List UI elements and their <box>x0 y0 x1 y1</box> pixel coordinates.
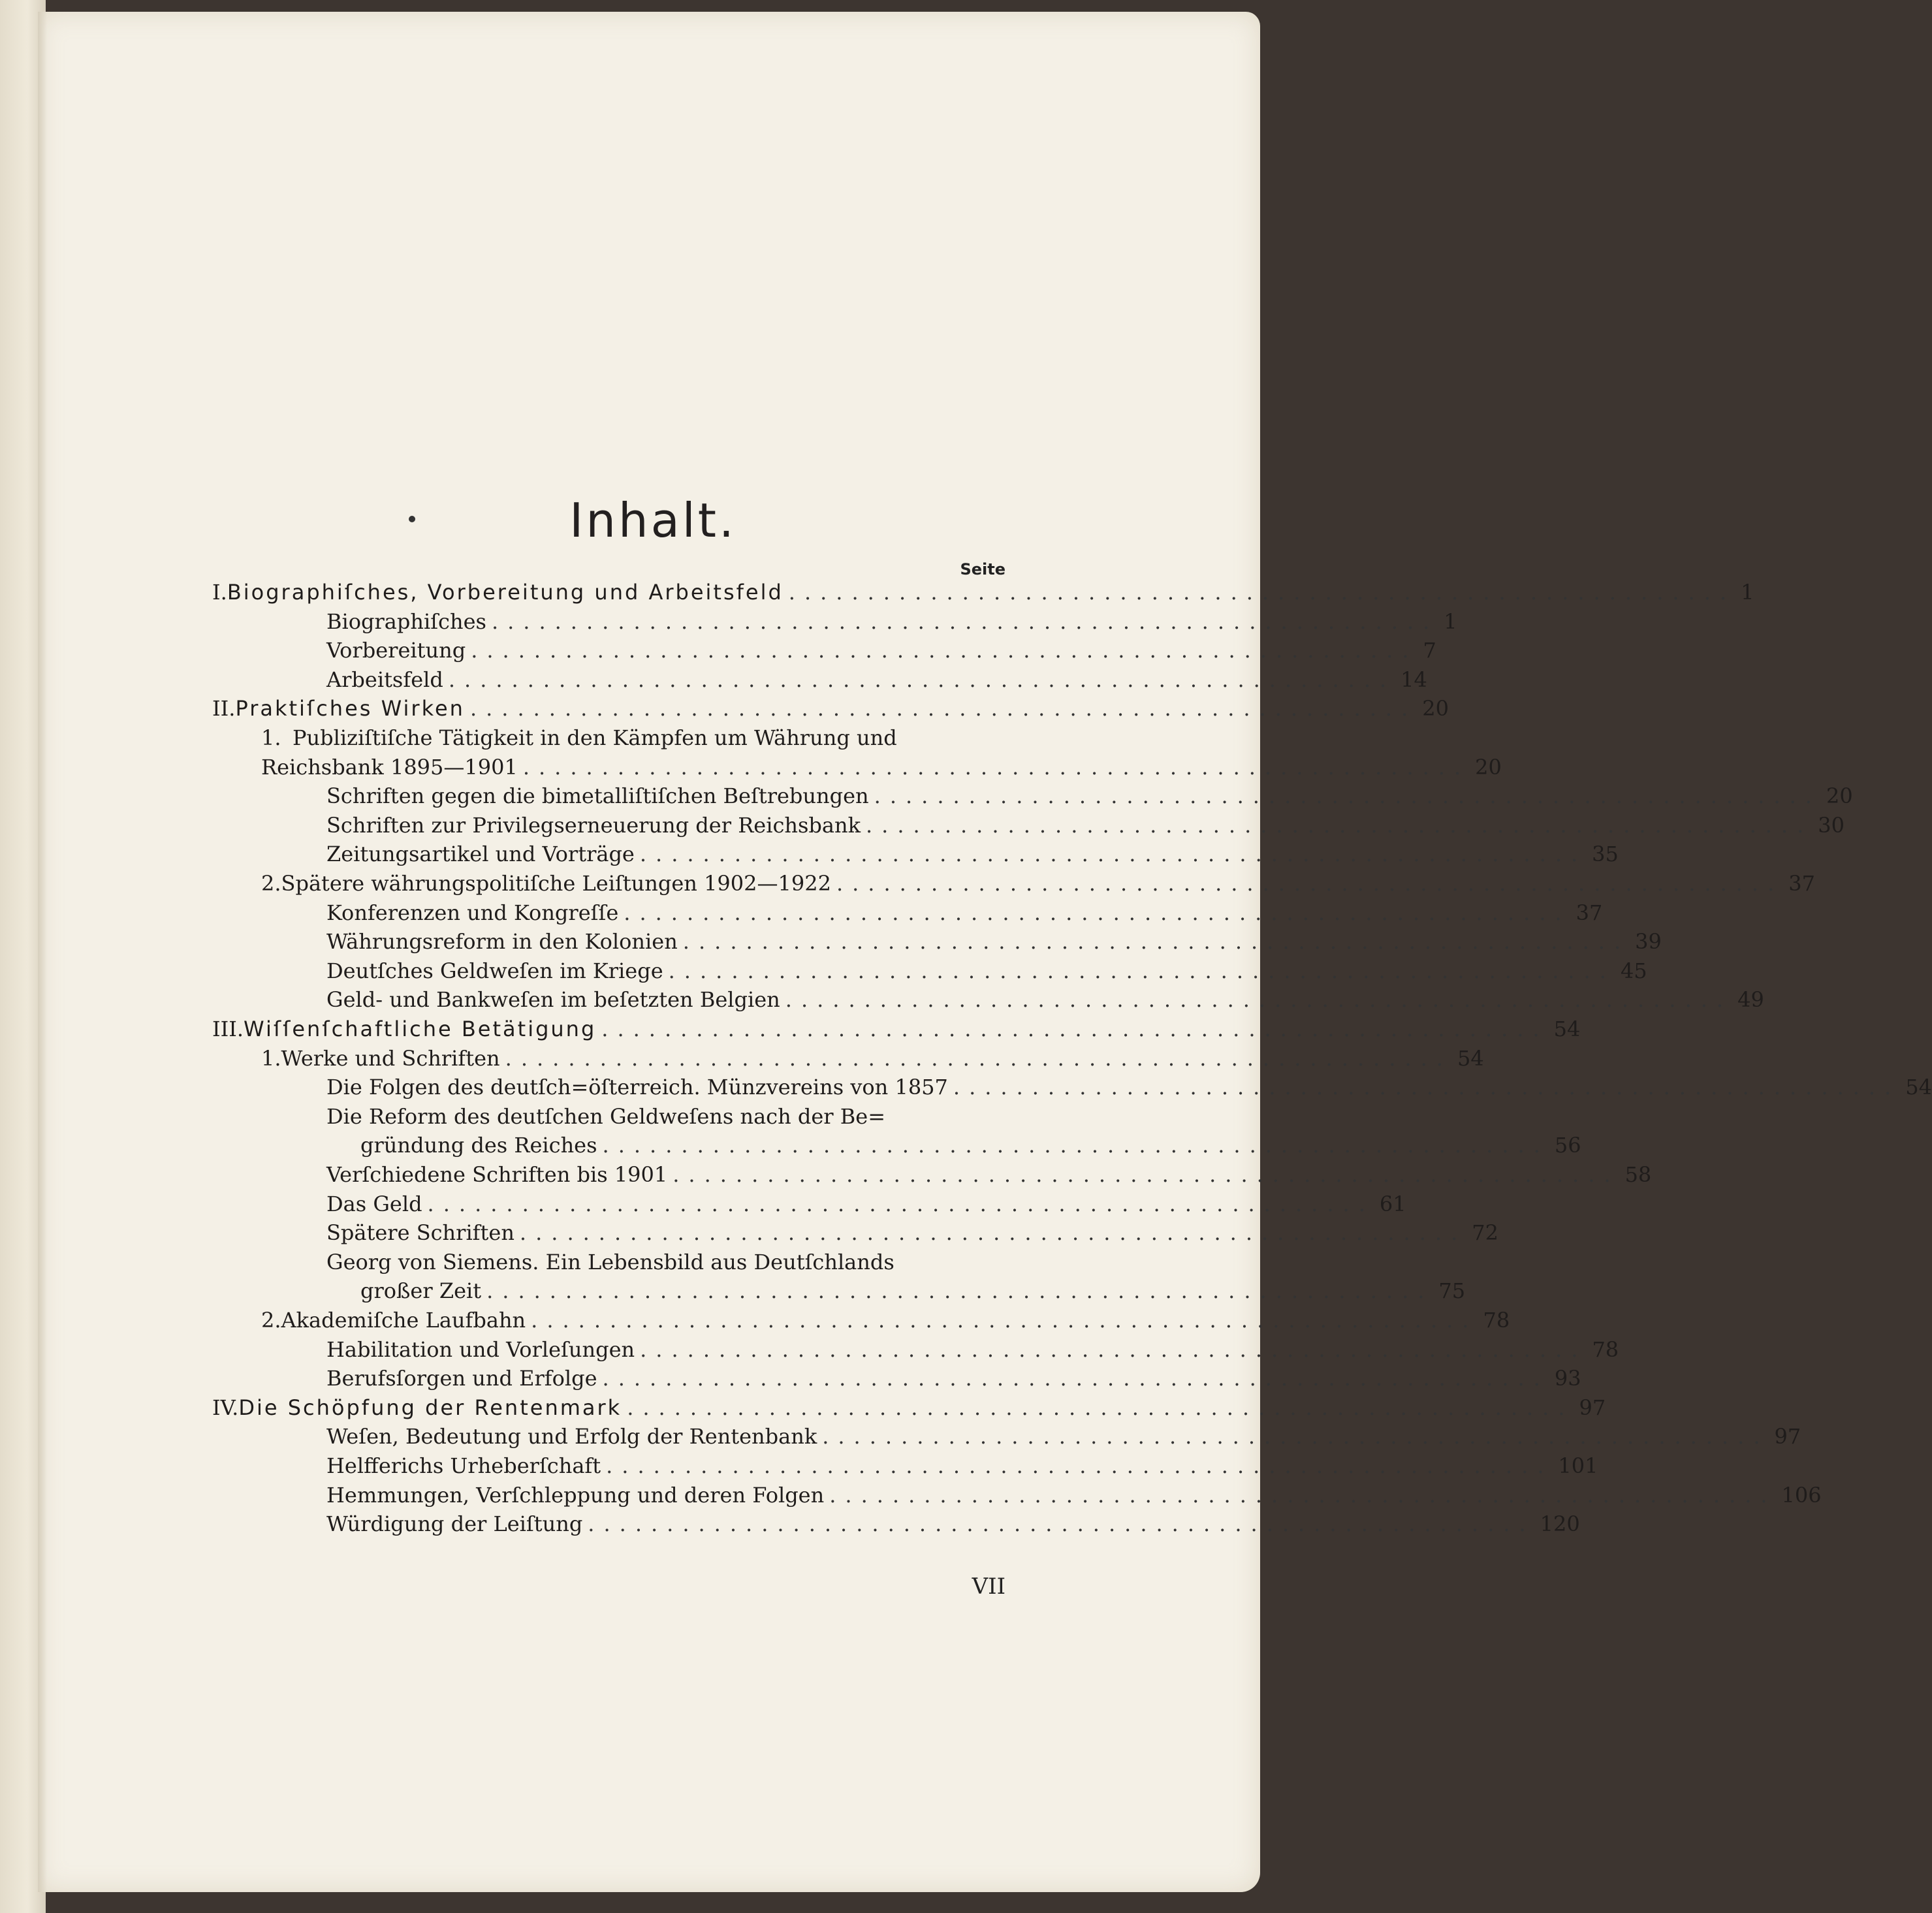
dot-leader: ............................................................ <box>606 1453 1553 1478</box>
toc-entry-title: Die Schöpfung der Rentenmark <box>238 1395 622 1420</box>
toc-entry-page: 14 <box>1401 667 1427 692</box>
toc-entry-title: Hemmungen, Verſchleppung und deren Folgen <box>326 1482 825 1508</box>
toc-entry-page: 93 <box>1554 1366 1581 1391</box>
toc-entry-title: Die Folgen des deutſch=öſterreich. Münzvereins von 1857 <box>326 1075 948 1100</box>
dot-leader: ............................................................ <box>505 1045 1452 1071</box>
toc-entry <box>261 754 1502 781</box>
dot-leader: ............................................................ <box>522 754 1470 780</box>
toc-entry-number: IV. <box>212 1395 239 1420</box>
toc-entry-number: III. <box>212 1017 244 1041</box>
toc-entry <box>326 1104 1006 1130</box>
toc-entry-title: Berufsſorgen und Erfolge <box>326 1366 597 1391</box>
toc-entry <box>360 1133 1581 1159</box>
dot-leader: ............................................................ <box>822 1424 1769 1449</box>
dot-leader: ............................................................ <box>639 842 1587 867</box>
dot-leader: ............................................................ <box>836 871 1784 896</box>
dot-leader: ............................................................ <box>785 987 1733 1013</box>
dot-leader: ............................................................ <box>519 1220 1467 1246</box>
toc-entry-title: Deutſches Geldweſen im Kriege <box>326 958 663 983</box>
toc-entry-page: 78 <box>1483 1308 1510 1333</box>
toc-entry-title: Schriften zur Privilegserneuerung der Reichsbank <box>326 812 861 838</box>
toc-entry-page: 20 <box>1475 754 1502 780</box>
toc-entry <box>326 1220 1498 1246</box>
toc-entry-page: 72 <box>1472 1220 1498 1246</box>
dot-leader: ............................................................ <box>448 667 1396 692</box>
toc-entry-page: 35 <box>1592 842 1619 867</box>
toc-entry-title: Wiſſenſchaftliche Betätigung <box>244 1017 597 1041</box>
toc-entry-title: Reichsbank 1895—1901 <box>261 754 518 780</box>
toc-entry <box>326 1075 1932 1101</box>
toc-entry <box>326 1162 1652 1188</box>
toc-entry-title: Spätere Schriften <box>326 1220 515 1246</box>
dot-leader: ............................................................ <box>471 638 1418 663</box>
toc-entry <box>212 696 1449 722</box>
dot-leader: ............................................................ <box>829 1482 1777 1508</box>
toc-entry-number: 2. <box>261 871 281 896</box>
gutter-shadow <box>38 12 47 1892</box>
toc-entry-title: Geld- und Bankweſen im beſetzten Belgien <box>326 987 780 1013</box>
toc-entry <box>326 987 1764 1013</box>
dot-leader: ............................................................ <box>588 1511 1535 1537</box>
toc-entry-page: 20 <box>1826 783 1853 809</box>
toc-entry <box>326 958 1647 985</box>
toc-entry-title: Publiziſtiſche Tätigkeit in den Kämpfen um Währung und <box>293 725 897 750</box>
dot-leader: ............................................................ <box>953 1075 1901 1100</box>
toc-entry-page: 101 <box>1558 1453 1598 1478</box>
toc-entry-page: 1 <box>1741 580 1754 605</box>
toc-entry <box>326 929 1662 955</box>
toc-entry-title: Praktiſches Wirken <box>235 696 465 721</box>
toc-entry-title: gründung des Reiches <box>360 1133 597 1158</box>
toc-entry <box>326 609 1457 635</box>
page-column-header: Seite <box>960 560 1006 578</box>
toc-entry-title: Währungsreform in den Kolonien <box>326 929 678 955</box>
dot-leader: ............................................................ <box>531 1308 1478 1333</box>
toc-entry-title: Weſen, Bedeutung und Erfolg der Rentenbank <box>326 1424 817 1449</box>
toc-entry <box>326 1453 1598 1479</box>
toc-entry <box>326 1336 1619 1363</box>
toc-entry-page: 54 <box>1553 1017 1581 1041</box>
dot-leader: ............................................................ <box>486 1278 1434 1304</box>
toc-entry <box>326 667 1427 693</box>
toc-entry-page: 56 <box>1554 1133 1581 1158</box>
toc-entry-page: 39 <box>1635 929 1662 955</box>
toc-entry-title: Vorbereitung <box>326 638 466 663</box>
toc-entry-page: 20 <box>1422 696 1449 721</box>
toc-entry-title: Spätere währungspolitiſche Leiſtungen 1902—1922 <box>281 871 831 896</box>
toc-entry <box>326 1424 1801 1450</box>
toc-entry <box>212 1395 1606 1421</box>
toc-entry-title: Das Geld <box>326 1191 422 1216</box>
toc-entry-number: II. <box>212 696 236 721</box>
toc-entry-title: Werke und Schriften <box>281 1045 500 1071</box>
toc-entry-page: 106 <box>1781 1482 1822 1508</box>
dot-leader: ............................................................ <box>427 1191 1374 1216</box>
toc-entry <box>326 1366 1581 1392</box>
toc-entry-number: 1. <box>261 1045 281 1071</box>
toc-entry <box>261 871 1815 897</box>
toc-entry-title: Helfferichs Urheberſchaft <box>326 1453 601 1478</box>
toc-entry-number: 2. <box>261 1308 281 1333</box>
dot-leader: ............................................................ <box>601 1017 1549 1041</box>
toc-entry-title: Verſchiedene Schriften bis 1901 <box>326 1162 668 1187</box>
toc-entry-title: Georg von Siemens. Ein Lebensbild aus Deutſchlands <box>326 1249 895 1274</box>
toc-entry-page: 120 <box>1540 1511 1580 1537</box>
toc-entry-title: Biographiſches <box>326 609 486 634</box>
page-title: Inhalt. <box>569 493 736 548</box>
toc-entry <box>326 900 1603 926</box>
toc-entry <box>326 812 1845 839</box>
toc-entry-title: Schriften gegen die bimetalliſtiſchen Beſtrebungen <box>326 783 869 809</box>
toc-entry-title: Die Reform des deutſchen Geldweſens nach der Be= <box>326 1103 886 1129</box>
toc-entry-page: 1 <box>1444 609 1457 634</box>
toc-entry-page: 45 <box>1620 958 1647 983</box>
dot-leader: ............................................................ <box>491 609 1439 634</box>
toc-entry <box>326 783 1853 810</box>
toc-entry <box>326 1191 1406 1218</box>
toc-entry-page: 97 <box>1774 1424 1801 1449</box>
toc-entry-title: Würdigung der Leiſtung <box>326 1511 583 1537</box>
dot-leader: ............................................................ <box>865 812 1813 838</box>
toc-entry-page: 97 <box>1579 1395 1606 1420</box>
toc-entry-page: 7 <box>1423 638 1436 663</box>
dot-leader: ............................................................ <box>602 1366 1549 1391</box>
toc-entry <box>212 580 1754 606</box>
dot-leader: ............................................................ <box>640 1336 1587 1362</box>
dot-leader: ............................................................ <box>682 929 1630 955</box>
toc-entry-page: 30 <box>1818 812 1845 838</box>
toc-entry-page: 37 <box>1788 871 1815 896</box>
toc-entry-page: 54 <box>1457 1045 1484 1071</box>
dot-leader: ............................................................ <box>627 1395 1574 1420</box>
toc-entry <box>326 842 1619 868</box>
toc-entry <box>261 1045 1484 1072</box>
toc-entry-page: 61 <box>1379 1191 1406 1216</box>
dot-leader: ............................................................ <box>788 580 1736 605</box>
toc-entry <box>261 1308 1510 1334</box>
toc-entry <box>326 1482 1822 1509</box>
toc-entry-page: 58 <box>1624 1162 1652 1187</box>
toc-entry-page: 78 <box>1592 1336 1619 1362</box>
toc-entry <box>326 638 1436 664</box>
toc-entry-number: 1. <box>261 725 281 750</box>
toc-entry <box>326 1511 1580 1538</box>
dot-leader: ............................................................ <box>602 1133 1549 1158</box>
toc-entry-title: Akademiſche Laufbahn <box>281 1308 526 1333</box>
toc-entry-title: Konferenzen und Kongreſſe <box>326 900 619 925</box>
dot-leader: ............................................................ <box>469 696 1417 721</box>
toc-entry-title: Zeitungsartikel und Vorträge <box>326 842 635 867</box>
toc-entry-title: Habilitation und Vorleſungen <box>326 1336 635 1362</box>
toc-entry <box>261 725 1006 751</box>
toc-entry-number: I. <box>212 580 227 605</box>
toc-entry <box>360 1278 1466 1304</box>
page-folio: VII <box>972 1573 1006 1600</box>
toc-entry-title: großer Zeit <box>360 1278 482 1304</box>
dot-leader: ............................................................ <box>673 1162 1620 1187</box>
toc-entry-page: 37 <box>1576 900 1603 925</box>
toc-entry-title: Biographiſches, Vorbereitung und Arbeitsfeld <box>227 580 784 605</box>
toc-entry-page: 54 <box>1905 1075 1932 1100</box>
toc-entry-title: Arbeitsfeld <box>326 667 443 692</box>
dot-leader: ............................................................ <box>624 900 1571 925</box>
toc-entry <box>326 1250 1006 1276</box>
toc-entry-page: 75 <box>1438 1278 1466 1304</box>
toc-entry-page: 49 <box>1737 987 1764 1013</box>
toc-entry <box>212 1017 1581 1043</box>
dot-leader: ............................................................ <box>874 783 1821 809</box>
dot-leader: ............................................................ <box>668 958 1615 983</box>
